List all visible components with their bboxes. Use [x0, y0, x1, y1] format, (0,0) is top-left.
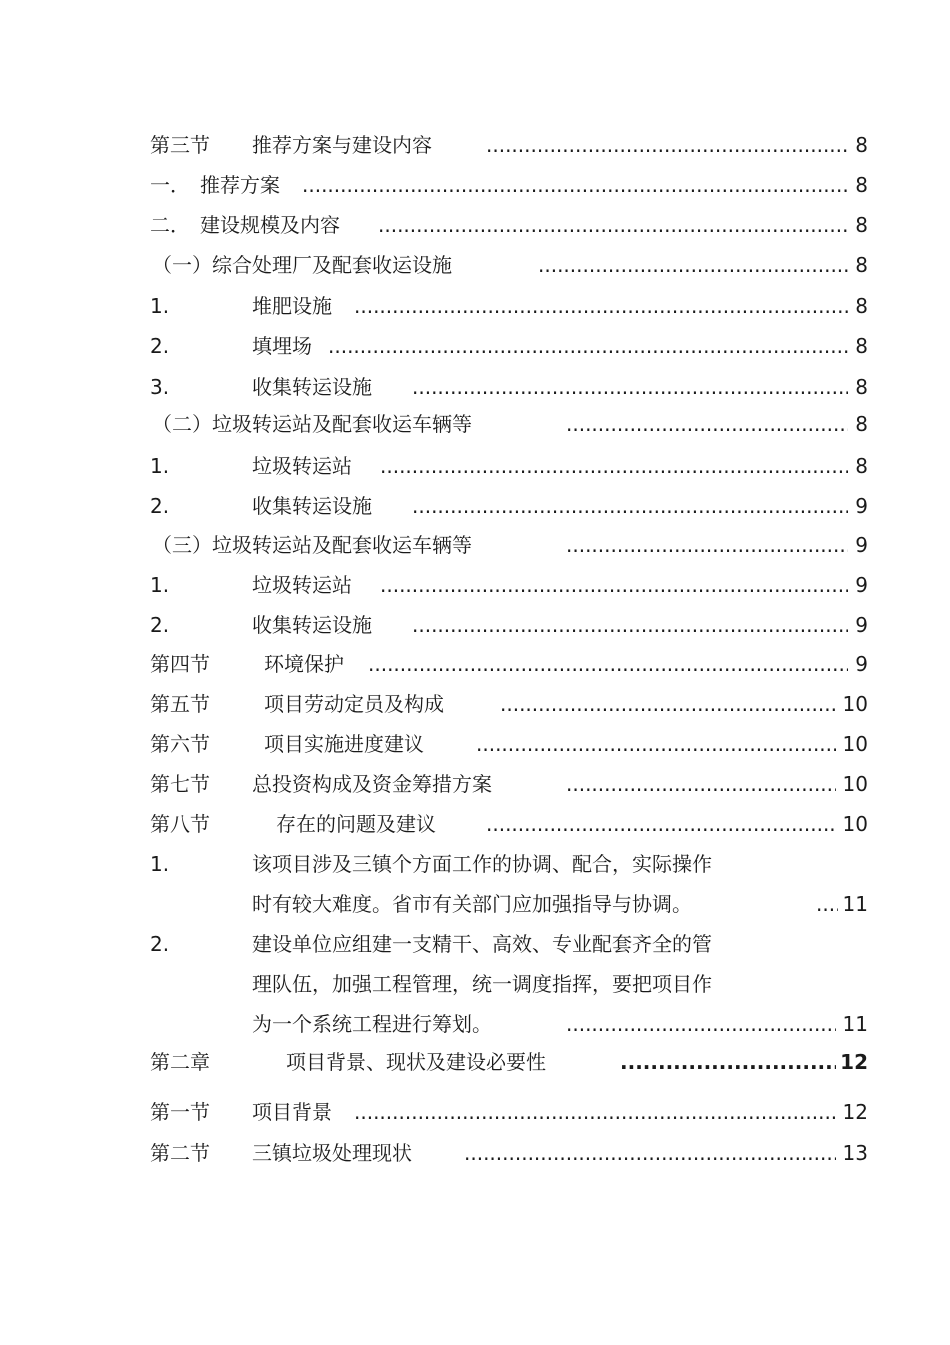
toc-entry-number: 第七节 [150, 772, 210, 796]
toc-entry-title-line: 时有较大难度。省市有关部门应加强指导与协调。 [252, 892, 692, 916]
toc-entry-page: 10 [842, 772, 868, 796]
toc-entry-number: 第二章 [150, 1050, 210, 1074]
toc-entry-page: 13 [842, 1141, 868, 1165]
leader-dots [380, 451, 848, 481]
toc-entry-page: 8 [855, 334, 868, 358]
leader-dots [566, 769, 836, 799]
toc-entry-page: 10 [842, 692, 868, 716]
leader-dots [566, 1009, 836, 1039]
toc-entry-number: 一． [150, 173, 190, 197]
toc-entry-title: 项目实施进度建议 [264, 732, 424, 756]
toc-entry-title-line: 理队伍，加强工程管理，统一调度指挥，要把项目作 [252, 972, 712, 996]
toc-entry-title: 推荐方案与建设内容 [252, 133, 432, 157]
toc-entry-title: 三镇垃圾处理现状 [252, 1141, 412, 1165]
leader-dots [566, 530, 848, 560]
toc-entry-page: 8 [855, 412, 868, 436]
toc-entry-number: 第八节 [150, 812, 210, 836]
toc-entry-page: 12 [842, 1100, 868, 1124]
leader-dots [476, 729, 836, 759]
toc-entry-title: 填埋场 [252, 334, 312, 358]
toc-entry-page: 9 [855, 494, 868, 518]
toc-entry-page: 11 [842, 1012, 868, 1036]
toc-entry-title: 垃圾转运站 [252, 454, 352, 478]
toc-entry-page: 8 [855, 294, 868, 318]
toc-entry-title: （一）综合处理厂及配套收运设施 [152, 253, 452, 277]
toc-entry-page: 9 [855, 533, 868, 557]
leader-dots [368, 649, 848, 679]
toc-entry-page: 8 [855, 375, 868, 399]
leader-dots [302, 170, 848, 200]
leader-dots [538, 250, 848, 280]
toc-entry-page: 11 [842, 892, 868, 916]
leader-dots [500, 689, 836, 719]
leader-dots [566, 409, 848, 439]
leader-dots [464, 1138, 836, 1168]
toc-entry-page: 8 [855, 173, 868, 197]
toc-entry-page: 8 [855, 133, 868, 157]
toc-entry-number: 第三节 [150, 133, 210, 157]
toc-entry-page: 9 [855, 613, 868, 637]
leader-dots [380, 570, 848, 600]
toc-entry-title: 堆肥设施 [252, 294, 332, 318]
toc-entry-page: 12 [840, 1050, 868, 1074]
toc-entry-title: 推荐方案 [200, 173, 280, 197]
toc-entry-title: 收集转运设施 [252, 494, 372, 518]
toc-entry-title: 存在的问题及建议 [276, 812, 436, 836]
toc-entry-title: 项目劳动定员及构成 [264, 692, 444, 716]
leader-dots [816, 889, 838, 919]
toc-entry-number: 2. [150, 494, 170, 518]
toc-entry-page: 8 [855, 213, 868, 237]
toc-entry-number: 1. [150, 454, 170, 478]
toc-entry-page: 9 [855, 652, 868, 676]
toc-entry-title: 总投资构成及资金筹措方案 [252, 772, 492, 796]
leader-dots [412, 610, 848, 640]
toc-entry-number: 3. [150, 375, 170, 399]
leader-dots [354, 291, 848, 321]
toc-entry-page: 8 [855, 253, 868, 277]
toc-entry-number: 第五节 [150, 692, 210, 716]
leader-dots [354, 1097, 836, 1127]
toc-entry-title-line: 建设单位应组建一支精干、高效、专业配套齐全的管 [252, 932, 712, 956]
toc-entry-title: 建设规模及内容 [200, 213, 340, 237]
leader-dots [412, 372, 848, 402]
toc-entry-number: 1. [150, 573, 170, 597]
toc-entry-title: 项目背景、现状及建设必要性 [286, 1050, 546, 1074]
toc-entry-number: 1. [150, 294, 170, 318]
toc-entry-title: （二）垃圾转运站及配套收运车辆等 [152, 412, 472, 436]
toc-entry-number: 第一节 [150, 1100, 210, 1124]
toc-entry-number: 2. [150, 613, 170, 637]
leader-dots [328, 331, 848, 361]
toc-entry-number: 2. [150, 334, 170, 358]
toc-entry-title: 环境保护 [264, 652, 344, 676]
leader-dots [486, 130, 848, 160]
toc-entry-title: 垃圾转运站 [252, 573, 352, 597]
leader-dots [620, 1047, 836, 1077]
toc-entry-number: 第六节 [150, 732, 210, 756]
toc-entry-number: 第四节 [150, 652, 210, 676]
toc-entry-title: 收集转运设施 [252, 613, 372, 637]
toc-entry-page: 8 [855, 454, 868, 478]
toc-entry-number: 1. [150, 852, 170, 876]
toc-entry-title: 收集转运设施 [252, 375, 372, 399]
toc-entry-number: 二． [150, 213, 190, 237]
toc-entry-title: （三）垃圾转运站及配套收运车辆等 [152, 533, 472, 557]
leader-dots [378, 210, 848, 240]
toc-entry-title-line: 该项目涉及三镇个方面工作的协调、配合，实际操作 [252, 852, 712, 876]
toc-entry-page: 9 [855, 573, 868, 597]
toc-entry-title-line: 为一个系统工程进行筹划。 [252, 1012, 492, 1036]
toc-entry-page: 10 [842, 732, 868, 756]
leader-dots [412, 491, 848, 521]
leader-dots [486, 809, 836, 839]
toc-entry-number: 2. [150, 932, 170, 956]
toc-entry-title: 项目背景 [252, 1100, 332, 1124]
toc-entry-number: 第二节 [150, 1141, 210, 1165]
toc-entry-page: 10 [842, 812, 868, 836]
